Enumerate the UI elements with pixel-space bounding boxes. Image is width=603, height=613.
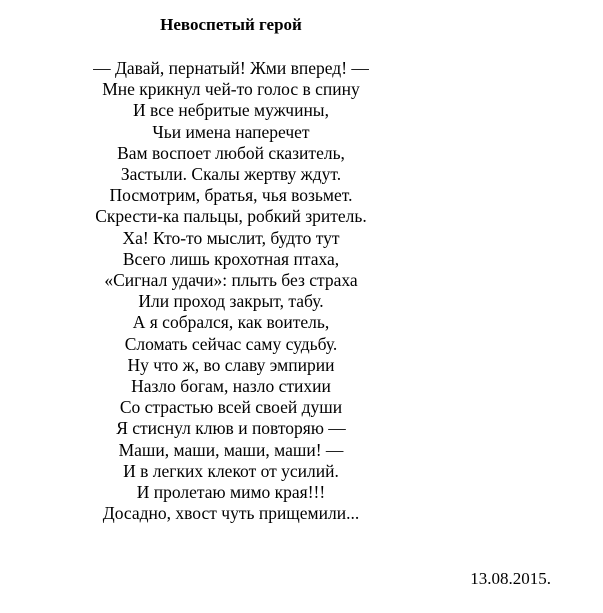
poem-line: Ха! Кто-то мыслит, будто тут	[122, 227, 340, 248]
poem-line: «Сигнал удачи»: плыть без страха	[104, 270, 358, 291]
poem-line: А я собрался, как воитель,	[132, 312, 330, 333]
poem-line: Чьи имена наперечет	[152, 121, 310, 142]
poem-line: Или проход закрыт, табу.	[138, 291, 324, 312]
poem-line: — Давай, пернатый! Жми вперед! —	[93, 58, 369, 78]
poem-date: 13.08.2015.	[470, 569, 551, 588]
poem-line: Я стиснул клюв и повторяю —	[116, 418, 346, 439]
poem-line: Вам воспоет любой сказитель,	[117, 142, 345, 163]
poem-line: И пролетаю мимо края!!!	[136, 482, 326, 503]
poem-line: Со страстью всей своей души	[119, 397, 343, 418]
poem-title: Невоспетый герой	[160, 15, 302, 34]
poem-line: Ну что ж, во славу эмпирии	[127, 354, 335, 375]
poem-line: И в легких клекот от усилий.	[123, 460, 339, 481]
poem-line: И все небритые мужчины,	[133, 100, 329, 121]
poem-line: Мне крикнул чей-то голос в спину	[102, 79, 360, 100]
poem-line: Скрести-ка пальцы, робкий зритель.	[95, 206, 367, 227]
poem-line: Назло богам, назло стихии	[131, 376, 331, 397]
poem-body	[0, 58, 462, 524]
poem-line: Досадно, хвост чуть прищемили...	[102, 503, 360, 524]
poem-line: Посмотрим, братья, чья возьмет.	[109, 185, 353, 206]
poem-line: Маши, маши, маши, маши! —	[118, 439, 344, 460]
poem-line: Застыли. Скалы жертву ждут.	[120, 164, 342, 185]
poem-line: Сломать сейчас саму судьбу.	[124, 333, 338, 354]
poem-line: Всего лишь крохотная птаха,	[122, 248, 340, 269]
